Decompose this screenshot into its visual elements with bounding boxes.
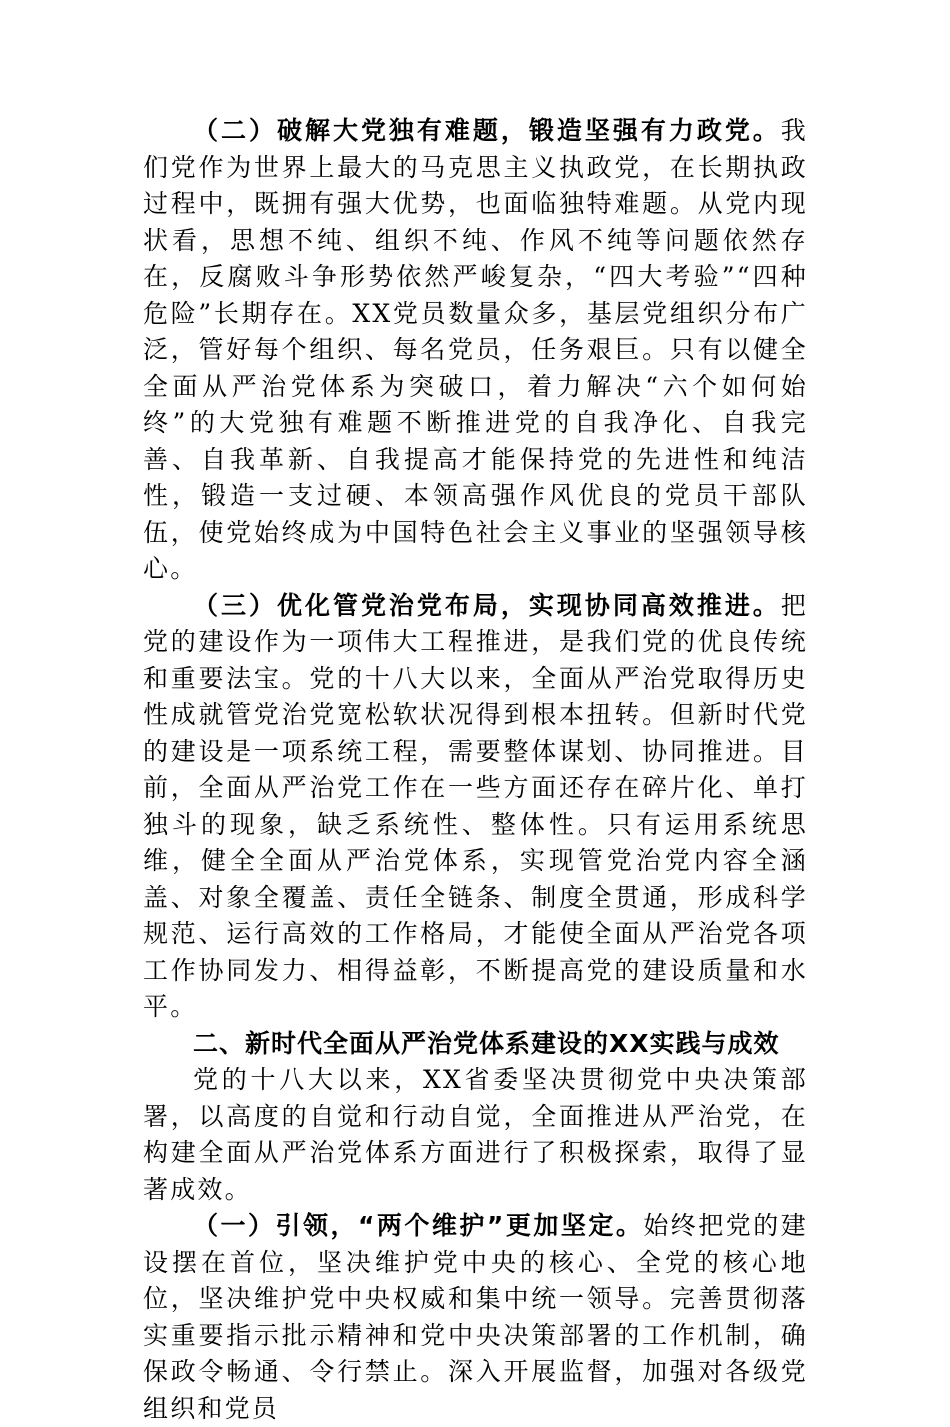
document-page <box>143 113 808 1427</box>
paragraph-3-body: 把党的建设作为一项伟大工程推进，是我们党的优良传统和重要法宝。党的十八大以来，全面从严治党取得历史性成就管党治党宽松软状况得到根本扭转。但新时代党的建设是一项系统工程，需要整体谋划、协同推进。目前，全面从严治党工作在一些方面还存在碎片化、单打独斗的现象，缺乏系统性、整体性。只有运用系统思维，健全全面从严治党体系，实现管党治党内容全涵盖、对象全覆盖、责任全链条、制度全贯通，形成科学规范、运行高效的工作格局，才能使全面从严治党各项工作协同发力、相得益彰，不断提高党的建设质量和水平。 <box>143 590 808 1021</box>
paragraph-2-body: 我们党作为世界上最大的马克思主义执政党，在长期执政过程中，既拥有强大优势，也面临独特难题。从党内现状看，思想不纯、组织不纯、作风不纯等问题依然存在，反腐败斗争形势依然严峻复杂，“四大考验”“四种危险”长期存在。XX党员数量众多，基层党组织分布广泛，管好每个组织、每名党员，任务艰巨。只有以健全全面从严治党体系为突破口，着力解决“六个如何始终”的大党独有难题不断推进党的自我净化、自我完善、自我革新、自我提高才能保持党的先进性和纯洁性，锻造一支过硬、本领高强作风优良的党员干部队伍，使党始终成为中国特色社会主义事业的坚强领导核心。 <box>143 116 808 583</box>
subsection-body: 始终把党的建设摆在首位，坚决维护党中央的核心、全党的核心地位，坚决维护党中央权威和集中统一领导。完善贯彻落实重要指示批示精神和党中央决策部署的工作机制，确保政令畅通、令行禁止。深入开展监督，加强对各级党组织和党员 <box>143 1211 808 1423</box>
subsection-paragraph <box>143 1208 808 1427</box>
paragraph-2 <box>143 113 808 588</box>
paragraph-3 <box>143 588 808 1026</box>
intro-paragraph: 党的十八大以来，XX省委坚决贯彻党中央决策部署，以高度的自觉和行动自觉，全面推进从严治党，在构建全面从严治党体系方面进行了积极探索，取得了显著成效。 <box>143 1065 808 1204</box>
paragraph-2-lead: （二）破解大党独有难题，锻造坚强有力政党。 <box>193 116 781 145</box>
section-heading: 二、新时代全面从严治党体系建设的XX实践与成效 <box>193 1028 780 1058</box>
subsection-lead: （一）引领，“两个维护”更加坚定。 <box>193 1211 644 1240</box>
paragraph-3-lead: （三）优化管党治党布局，实现协同高效推进。 <box>193 590 781 620</box>
